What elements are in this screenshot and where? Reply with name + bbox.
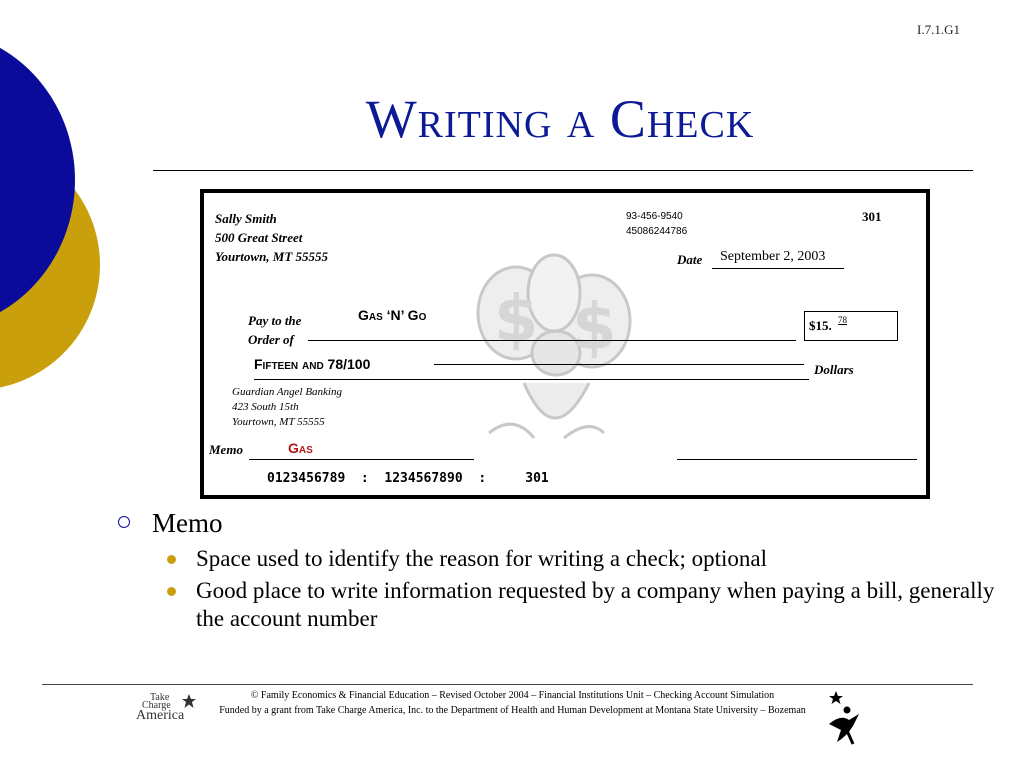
owner-name: Sally Smith <box>215 211 277 226</box>
title-divider <box>153 170 973 171</box>
pay-to-label-2: Order of <box>248 332 294 347</box>
amount-cents: 78 <box>838 315 847 325</box>
account-number-top: 45086244786 <box>626 226 688 237</box>
check-number: 301 <box>862 209 882 224</box>
sub-bullet-text: Space used to identify the reason for writing a check; optional <box>196 546 767 571</box>
gold-dot-bullet-icon <box>167 587 176 596</box>
hollow-circle-bullet-icon <box>118 516 130 528</box>
micr-line: 0123456789 : 1234567890 : 301 <box>267 471 549 486</box>
written-amount: Fifteen and 78/100 <box>254 356 371 372</box>
bullet-content <box>110 505 1000 633</box>
pay-to-label-1: Pay to the <box>248 313 302 328</box>
memo-label: Memo <box>209 442 243 457</box>
sub-bullet-text: Good place to write information requested by a company when paying a bill, generally the account number <box>196 578 995 631</box>
bank-name: Guardian Angel Banking <box>232 386 342 398</box>
footer-line-2: Funded by a grant from Take Charge America, Inc. to the Department of Health and Human Development at Montana State University – Bozeman <box>219 705 806 716</box>
routing-number: 93-456-9540 <box>626 211 683 222</box>
take-charge-america-logo: Take Charge America <box>136 693 202 723</box>
footer-text <box>195 688 830 718</box>
bank-street: 423 South 15th <box>232 401 299 413</box>
footer-line-1: © Family Economics & Financial Education – Revised October 2004 – Financial Institutions Unit – Checking Account Simulation <box>250 690 775 701</box>
stars-figure-logo-icon <box>823 690 863 746</box>
dollars-label: Dollars <box>814 362 854 377</box>
svg-text:$: $ <box>494 283 539 357</box>
owner-city: Yourtown, MT 55555 <box>215 249 329 264</box>
date-value: September 2, 2003 <box>720 249 826 264</box>
angel-watermark-icon <box>454 233 654 463</box>
bullet-heading-text: Memo <box>152 508 223 538</box>
bank-city: Yourtown, MT 55555 <box>232 416 325 428</box>
memo-value: Gas <box>288 440 313 456</box>
slide-code: I.7.1.G1 <box>917 22 960 37</box>
payee-name: Gas ‘N’ Go <box>358 307 427 323</box>
check-image <box>200 189 930 499</box>
svg-text:$: $ <box>572 291 617 365</box>
sub-bullet <box>110 577 1000 633</box>
date-label: Date <box>677 252 703 267</box>
footer-divider <box>42 684 973 685</box>
slide-title: Writing a Check <box>365 89 755 149</box>
sub-bullet-list <box>110 545 1000 633</box>
owner-street: 500 Great Street <box>215 230 303 245</box>
bullet-heading <box>110 505 1000 541</box>
amount-dollars: $15. <box>809 318 832 333</box>
gold-dot-bullet-icon <box>167 555 176 564</box>
amount-box <box>804 311 898 341</box>
sub-bullet <box>110 545 1000 573</box>
